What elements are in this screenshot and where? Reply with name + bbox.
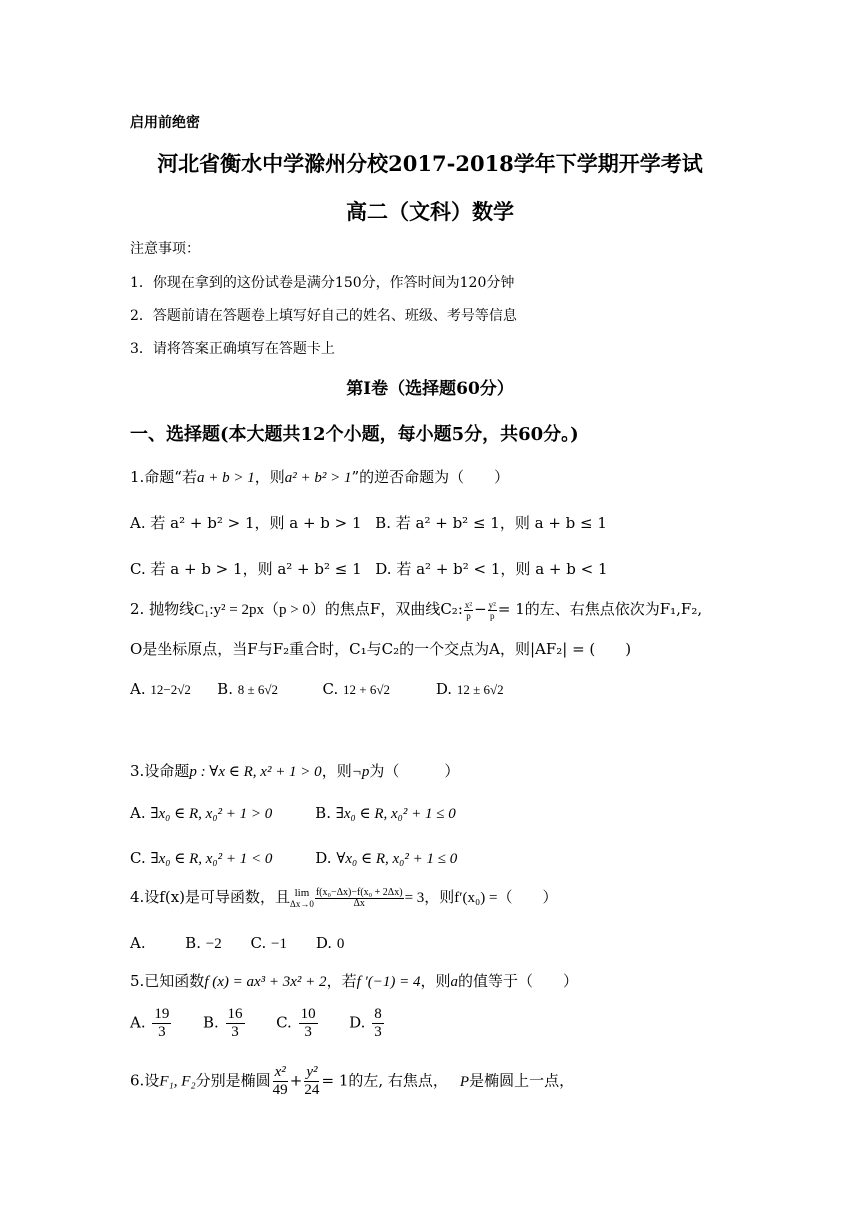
q1-option-b-label: B.: [375, 514, 391, 532]
q2-option-a-label: A.: [130, 680, 146, 698]
q3-option-b-label: B.: [315, 804, 331, 822]
q5-option-d-label: D.: [349, 1013, 366, 1032]
part1-title: 第Ⅰ卷（选择题60分）: [346, 379, 514, 399]
q4-option-b: −2: [205, 936, 222, 952]
q4-fraction: $\frac{\text{f(x₀−Δx)−f(x₀ + 2Δx)}}{\Delta x}$: [315, 886, 403, 909]
q1-condition: a + b > 1: [196, 470, 255, 486]
question-3-options-cd: [130, 849, 457, 868]
question-5-stem: [130, 970, 578, 991]
section-heading: 一、选择题(本大题共12个小题，每小题5分，共60分。): [130, 424, 579, 445]
q2-line1-b: 的焦点F，双曲线C₂:: [324, 600, 463, 618]
q5-stem-a: 5.已知函数: [130, 972, 205, 990]
question-2-line-1: [130, 598, 702, 621]
q4-option-a-label: A.: [130, 934, 146, 952]
q2-frac-x: $\frac{\text{x²}}{p}$: [464, 599, 473, 621]
q6-point: P: [459, 1073, 470, 1090]
q3-negation: ¬p: [351, 764, 370, 780]
exam-subtitle: 高二（文科）数学: [346, 199, 514, 224]
q5-option-a-label: A.: [130, 1013, 146, 1032]
q5-option-b: $\frac{16}{3}$: [227, 1006, 243, 1040]
q1-conclusion: a² + b² > 1: [284, 470, 352, 486]
question-4-stem: [130, 886, 557, 909]
q5-stem-b: ，若: [326, 972, 357, 990]
q5-stem-d: 的值等于（ ）: [458, 972, 579, 990]
question-3-stem: [130, 760, 459, 781]
q3-option-a: ∃x₀ ∈ R, x₀² + 1 > 0: [150, 806, 273, 822]
q1-stem-c: ”的逆否命题为（ ）: [351, 468, 510, 486]
q5-option-c-label: C.: [276, 1013, 292, 1032]
question-4-options: [130, 934, 344, 953]
question-1-stem: [130, 466, 509, 487]
q5-variable: a: [450, 974, 459, 990]
q2-option-c: 12 + 6√2: [343, 682, 390, 697]
q5-function: f (x) = ax³ + 3x² + 2: [204, 974, 327, 990]
q6-frac-x: $\frac{\text{x²}}{49}$: [272, 1064, 288, 1098]
q2-option-d-label: D.: [435, 680, 453, 698]
q2-option-a: 12−2√2: [150, 682, 191, 697]
q5-option-b-label: B.: [202, 1013, 219, 1032]
q3-option-c-label: C.: [130, 849, 146, 867]
question-3-options-ab: [130, 804, 456, 823]
q2-option-b: 8 ± 6√2: [237, 682, 279, 697]
q4-stem-b: = 3，则f′(x₀) =（ ）: [404, 890, 558, 906]
q4-option-c-label: C.: [250, 934, 267, 952]
q6-frac-y: $\frac{\text{y²}}{24}$: [304, 1064, 320, 1098]
q3-option-b: ∃x₀ ∈ R, x₀² + 1 ≤ 0: [335, 806, 456, 822]
q5-option-d: $\frac{8}{3}$: [374, 1006, 382, 1040]
q5-stem-c: ，则: [420, 972, 451, 990]
q2-minus: −: [474, 600, 487, 618]
q1-option-a-label: A.: [130, 514, 146, 532]
q2-parabola-eq: C₁:y² = 2px（p > 0）: [194, 602, 325, 618]
q6-foci: F₁, F₂: [159, 1073, 196, 1090]
q2-line1-a: 2. 抛物线: [130, 600, 195, 618]
q5-option-c: $\frac{10}{3}$: [300, 1006, 316, 1040]
q6-stem-b: 分别是椭圆: [195, 1071, 271, 1090]
q5-condition: f ′(−1) = 4: [356, 974, 421, 990]
q1-option-d: 若 a² + b² < 1，则 a + b < 1: [396, 560, 608, 578]
q5-option-a: $\frac{19}{3}$: [154, 1006, 170, 1040]
q4-option-d: 0: [336, 936, 345, 952]
q2-option-b-label: B.: [217, 680, 233, 698]
q1-option-c: 若 a + b > 1，则 a² + b² ≤ 1: [150, 560, 362, 578]
question-2-options: [130, 680, 504, 698]
q3-stem-b: ，则: [321, 762, 352, 780]
q1-option-c-label: C.: [130, 560, 146, 578]
exam-title: 河北省衡水中学滁州分校2017-2018学年下学期开学考试: [157, 151, 703, 176]
q2-frac-y: $\frac{\text{y²}}{p}$: [488, 599, 496, 621]
q4-stem-a: 4.设f(x)是可导函数，且: [130, 888, 291, 906]
q2-option-d: 12 ± 6√2: [456, 682, 504, 697]
q6-plus: +: [289, 1071, 303, 1090]
question-5-options: [130, 1006, 386, 1041]
q3-stem-a: 3.设命题: [130, 762, 190, 780]
q6-stem-a: 6.设: [130, 1071, 160, 1090]
q4-option-c: −1: [271, 936, 287, 952]
notice-heading: 注意事项：: [130, 241, 200, 257]
confidential-label: 启用前绝密: [130, 115, 200, 131]
question-1-options-ab: [130, 512, 607, 533]
q1-option-a: 若 a² + b² > 1，则 a + b > 1: [150, 514, 362, 532]
notice-item-2: 2．答题前请在答题卷上填写好自己的姓名、班级、考号等信息: [130, 308, 517, 324]
q4-limit: lim Δx→0: [290, 886, 314, 909]
q3-proposition: p : ∀x ∈ R, x² + 1 > 0: [189, 764, 322, 780]
q1-option-b: 若 a² + b² ≤ 1，则 a + b ≤ 1: [395, 514, 607, 532]
q2-option-c-label: C.: [322, 680, 339, 698]
q1-stem-b: ，则: [254, 468, 285, 486]
q1-option-d-label: D.: [375, 560, 392, 578]
q4-option-d-label: D.: [315, 934, 333, 952]
q3-option-c: ∃x₀ ∈ R, x₀² + 1 < 0: [150, 851, 273, 867]
q6-stem-d: 是椭圆上一点，: [469, 1071, 575, 1090]
question-1-options-cd: [130, 558, 608, 579]
q3-option-d-label: D.: [315, 849, 332, 867]
q3-option-a-label: A.: [130, 804, 146, 822]
q2-line1-c: = 1的左、右焦点依次为F₁,F₂,: [497, 600, 703, 618]
q3-stem-c: 为（ ）: [369, 762, 460, 780]
question-6-stem: [130, 1064, 574, 1099]
question-2-line-2: O是坐标原点，当F与F₂重合时，C₁与C₂的一个交点为A，则|AF₂| = ( ): [130, 640, 632, 658]
q4-option-b-label: B.: [185, 934, 201, 952]
q3-option-d: ∀x₀ ∈ R, x₀² + 1 ≤ 0: [336, 851, 458, 867]
notice-item-1: 1．你现在拿到的这份试卷是满分150分，作答时间为120分钟: [130, 275, 515, 291]
q6-stem-c: = 1的左, 右焦点，: [321, 1071, 448, 1090]
q1-stem-a: 1.命题“若: [130, 468, 197, 486]
notice-item-3: 3．请将答案正确填写在答题卡上: [130, 341, 335, 357]
